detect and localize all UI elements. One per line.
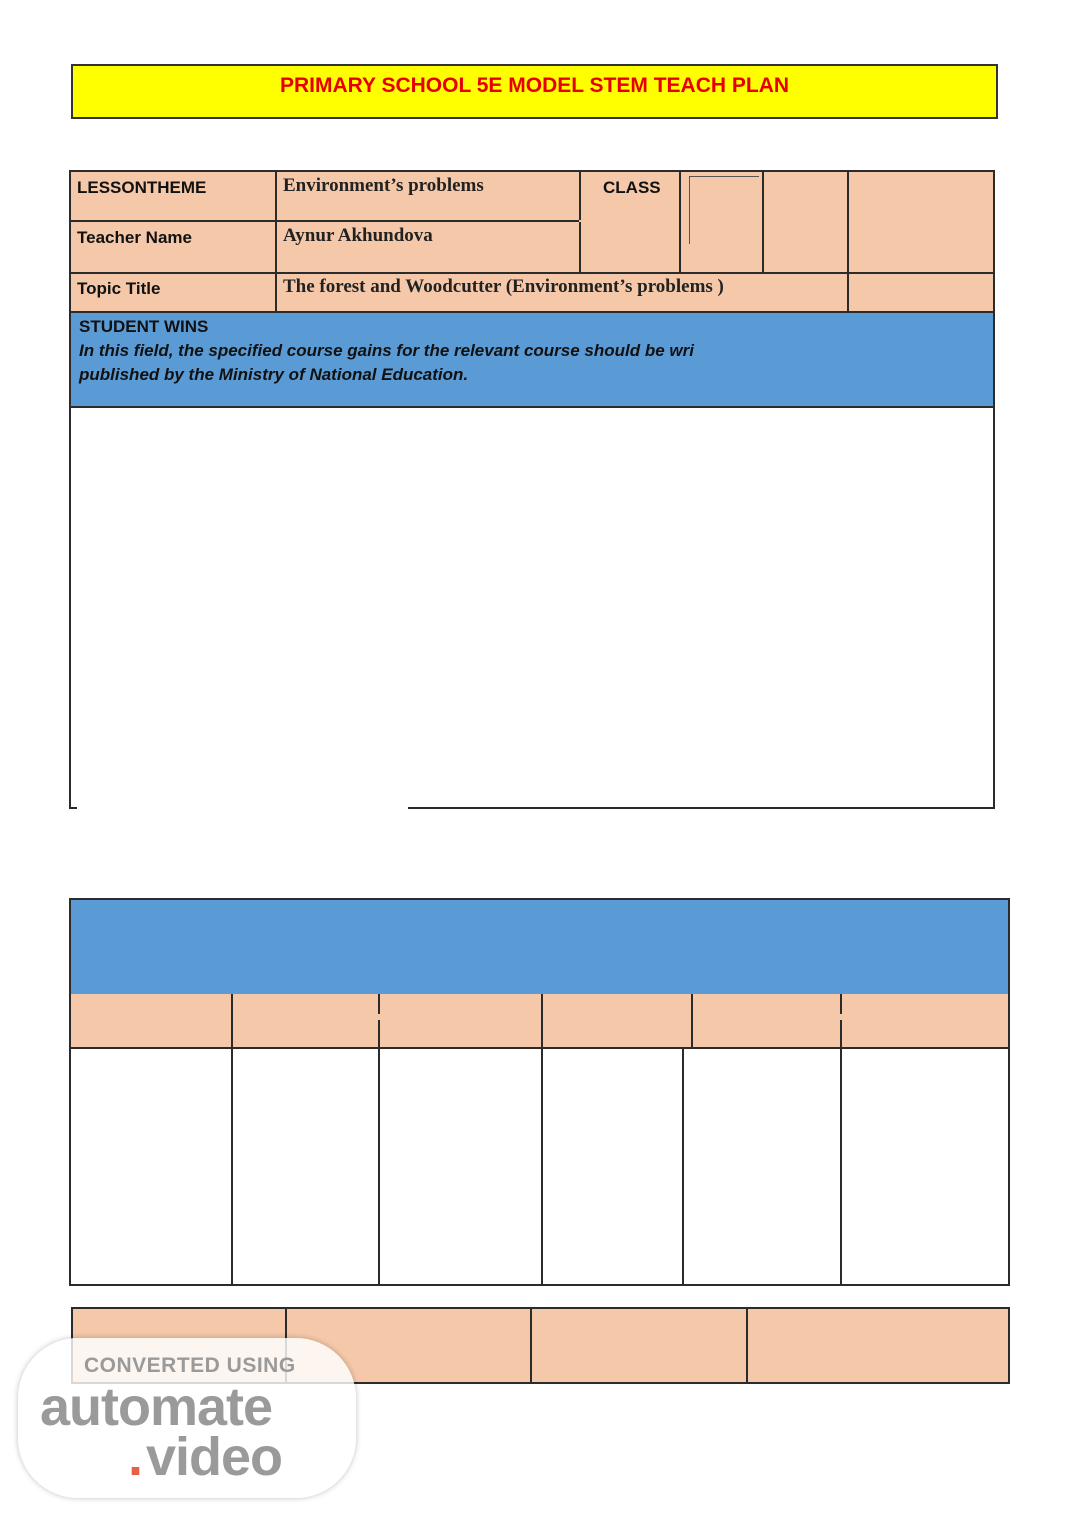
student-wins-title: STUDENT WINS <box>79 317 209 336</box>
class-label: CLASS <box>603 178 661 197</box>
page-title: PRIMARY SCHOOL 5E MODEL STEM TEACH PLAN <box>279 74 790 97</box>
watermark-dot: . <box>128 1427 144 1487</box>
student-wins-body <box>69 406 995 809</box>
watermark-caption: CONVERTED USING <box>84 1354 296 1377</box>
topic-title-label: Topic Title <box>77 279 161 298</box>
activity-table-columns <box>69 994 1010 1049</box>
title-bar <box>71 64 998 119</box>
student-wins-line-1: In this field, the specified course gains for the relevant course should be wri <box>79 341 694 360</box>
topic-title-value: The forest and Woodcutter (Environment’s problems ) <box>283 276 724 297</box>
activity-table-header <box>69 898 1010 996</box>
lesson-theme-value: Environment’s problems <box>283 175 484 196</box>
student-wins-line-2: published by the Ministry of National Education. <box>79 365 469 384</box>
teacher-name-label: Teacher Name <box>77 228 192 247</box>
watermark-badge <box>18 1338 356 1498</box>
teacher-name-value: Aynur Akhundova <box>283 225 433 246</box>
activity-table-body <box>69 1047 1010 1286</box>
lesson-theme-label: LESSONTHEME <box>77 178 207 197</box>
header-table <box>69 170 995 313</box>
watermark-logo-suffix: video <box>146 1427 283 1487</box>
watermark-logo-text: automate <box>40 1377 273 1437</box>
student-wins-header <box>69 311 995 408</box>
